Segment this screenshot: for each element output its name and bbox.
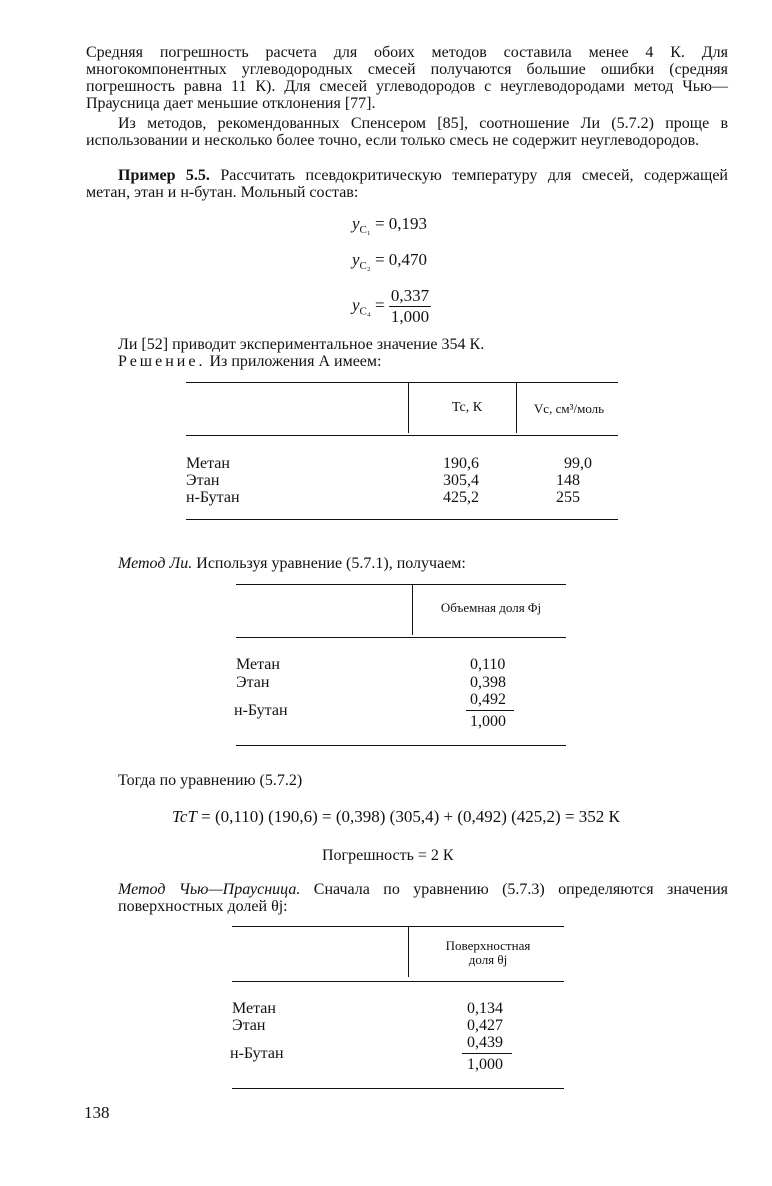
paragraph-li-experimental: Ли [52] приводит экспериментальное значение 354 К.: [118, 336, 485, 353]
paragraph-example-5-5: [86, 167, 728, 201]
table3-sum-line: [462, 1053, 512, 1054]
table1-row-vc: 255: [556, 489, 580, 506]
paragraph-spencer-methods: Из методов, рекомендованных Спенсером [85], соотношение Ли (5.7.2) проще в использовании и несколько более точно, если только смесь не содержит неуглеводородов.: [86, 115, 728, 149]
table2-sum-line: [466, 710, 514, 711]
paragraph-solution: Решение. Из приложения А имеем:: [118, 353, 382, 370]
example-label: Пример 5.5.: [118, 167, 210, 184]
example-text: Рассчитать псевдокритическую температуру для смесей, содержащей метан, этан и н-бутан. Мольный состав:: [86, 167, 728, 201]
table1-row-name: Метан: [186, 455, 230, 472]
table3-top-rule: [232, 926, 564, 927]
table3-row-name: Этан: [232, 1017, 266, 1034]
table3-row-value: 0,427: [467, 1017, 503, 1034]
table1-divider-1: [408, 383, 409, 433]
li-method-label: Метод Ли.: [118, 555, 193, 572]
table1-row-tc: 305,4: [443, 472, 479, 489]
composition-c1-value: = 0,193: [374, 214, 428, 233]
composition-c4-fraction: $\frac{0,337}{1,000}$: [390, 286, 430, 326]
table1-bottom-rule: [186, 519, 618, 520]
table2-row-value: 0,110: [470, 656, 506, 673]
table3-total: 1,000: [467, 1056, 503, 1073]
table1-divider-2: [516, 383, 517, 433]
table1-row-name: Этан: [186, 472, 220, 489]
table3-bottom-rule: [232, 1088, 564, 1089]
table2-row-name: н-Бутан: [234, 702, 288, 719]
table1-row-vc: 148: [556, 472, 580, 489]
error-line: Погрешность = 2 К: [322, 847, 454, 864]
composition-c4: $y_{C_4}$ = $\frac{0,337}{1,000}$: [352, 286, 430, 326]
paragraph-error-summary: Средняя погрешность расчета для обоих методов составила менее 4 К. Для многокомпонентных углеводородных смесей получаются большие ошибки (средняя погрешность равна 11 К). Для смесей углеводородов с неуглеводородами метод Чью—Праусница дает меньшие отклонения [77].: [86, 44, 728, 112]
table1-row-name: н-Бутан: [186, 489, 240, 506]
table2-header: Объемная доля Φj: [440, 600, 542, 615]
equation-tct-rhs: = (0,110) (190,6) = (0,398) (305,4) + (0,492) (425,2) = 352 К: [201, 807, 620, 826]
table2-row-name: Этан: [236, 674, 270, 691]
table3-header-rule: [232, 981, 564, 982]
table1-row-tc: 425,2: [443, 489, 479, 506]
table2-row-value: 0,492: [470, 691, 506, 708]
table3-header: Поверхностная доля θj: [445, 938, 531, 967]
table3-row-name: н-Бутан: [230, 1045, 284, 1062]
table3-row-value: 0,439: [467, 1034, 503, 1051]
table2-row-value: 0,398: [470, 674, 506, 691]
page-number: 138: [84, 1103, 110, 1122]
table3-row-value: 0,134: [467, 1000, 503, 1017]
table1-header-vc: Vc, см³/моль: [533, 401, 605, 416]
table3-divider: [408, 927, 409, 977]
paragraph-chueh-prausnitz: Метод Чью—Праусница. Сначала по уравнению (5.7.3) определяются значения поверхностных долей θj:: [118, 881, 729, 915]
solution-label: Решение.: [118, 353, 206, 370]
paragraph-li-method: Метод Ли. Используя уравнение (5.7.1), получаем:: [118, 555, 466, 572]
table2-top-rule: [236, 584, 566, 585]
table2-row-name: Метан: [236, 656, 280, 673]
table2-total: 1,000: [470, 713, 506, 730]
equation-tct: [172, 807, 620, 827]
table2-bottom-rule: [236, 745, 566, 746]
composition-c2-value: = 0,470: [374, 250, 428, 269]
table1-header-tc: Tc, К: [451, 400, 483, 415]
table1-row-vc: 99,0: [564, 455, 592, 472]
paragraph-then-equation: Тогда по уравнению (5.7.2): [118, 772, 303, 789]
composition-c2: $y_{C_2} = 0,470$: [352, 250, 428, 272]
chueh-prausnitz-label: Метод Чью—Праусница.: [118, 881, 301, 898]
table2-header-rule: [236, 637, 566, 638]
equation-tct-lhs: TcT: [172, 807, 197, 826]
composition-c1: $y_{C_1} = 0,193$: [352, 214, 428, 236]
table3-row-name: Метан: [232, 1000, 276, 1017]
table1-header-rule: [186, 435, 618, 436]
table1-top-rule: [186, 382, 618, 383]
table1-row-tc: 190,6: [443, 455, 479, 472]
table2-divider: [412, 585, 413, 635]
